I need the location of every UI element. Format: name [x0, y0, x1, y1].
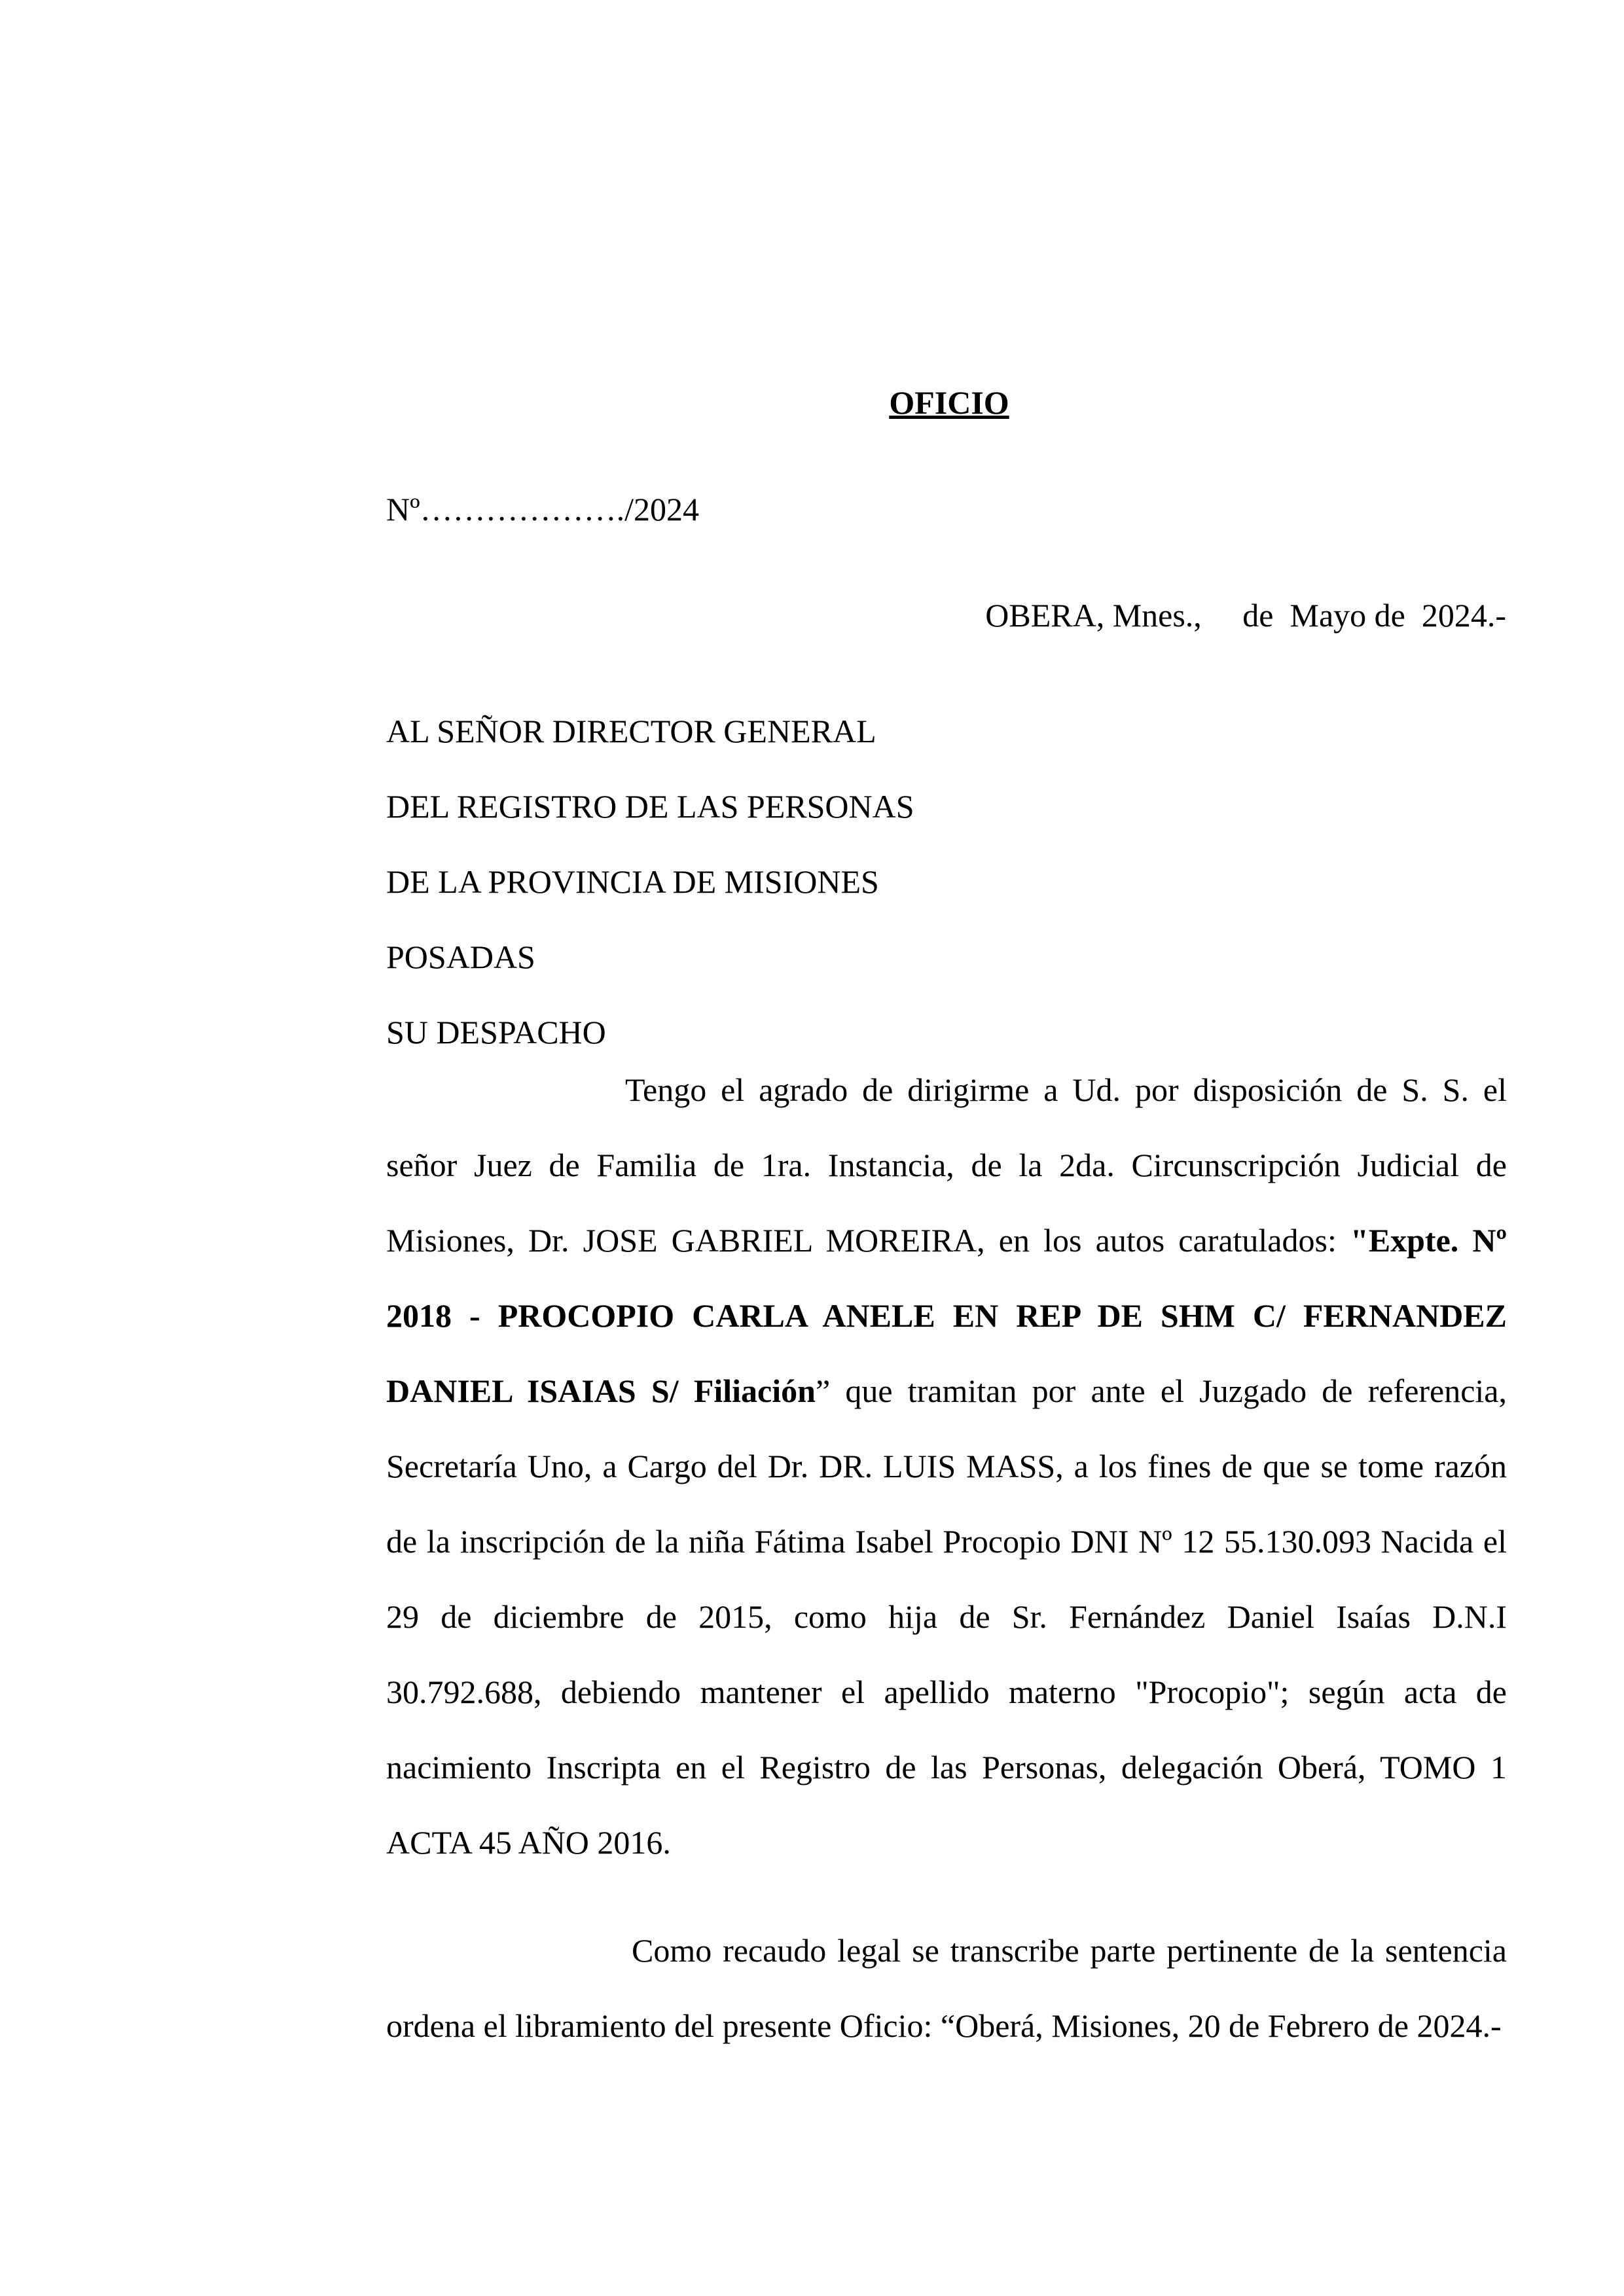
body-paragraph-1 — [386, 1052, 1507, 1880]
body-paragraph-2 — [386, 1913, 1507, 2064]
paragraph-2-text: Como recaudo legal se transcribe parte pertinente de la sentencia ordena el libramiento del presente Oficio: “Oberá, Misiones, 20 de Febrero de 2024.- — [386, 1932, 1507, 2044]
case-caption: "Expte. Nº 2018 - PROCOPIO CARLA ANELE EN REP DE SHM C/ FERNANDEZ DANIEL ISAIAS S/ Filiación — [386, 1222, 1507, 1409]
date-line: OBERA, Mnes., de Mayo de 2024.- — [985, 597, 1506, 634]
addressee-line-5: SU DESPACHO — [386, 1014, 606, 1050]
document-title: OFICIO — [889, 384, 1009, 421]
addressee-line-4: POSADAS — [386, 939, 535, 975]
oficio-number: Nº………………./2024 — [386, 491, 700, 528]
paragraph-1-part-1: Tengo el agrado de dirigirme a Ud. por disposición de S. S. el señor Juez de Familia de 1ra. Instancia, de la 2da. Circunscripción Judicial de Misiones, Dr. JOSE GABRIEL MOREIRA, en los autos caratulados: — [386, 1071, 1507, 1259]
addressee-block — [386, 694, 914, 1070]
addressee-line-3: DE LA PROVINCIA DE MISIONES — [386, 863, 879, 900]
addressee-line-2: DEL REGISTRO DE LAS PERSONAS — [386, 788, 914, 825]
paragraph-1-part-2: ” que tramitan por ante el Juzgado de referencia, Secretaría Uno, a Cargo del Dr. DR. LUIS MASS, a los fines de que se tome razón de la inscripción de la niña Fátima Isabel Procopio DNI Nº 12 55.130.093 Nacida el 29 de diciembre de 2015, como hija de Sr. Fernández Daniel Isaías D.N.I 30.792.688, debiendo mantener el apellido materno "Procopio"; según acta de nacimiento Inscripta en el Registro de las Personas, delegación Oberá, TOMO 1 ACTA 45 AÑO 2016. — [386, 1372, 1507, 1861]
addressee-line-1: AL SEÑOR DIRECTOR GENERAL — [386, 713, 876, 749]
